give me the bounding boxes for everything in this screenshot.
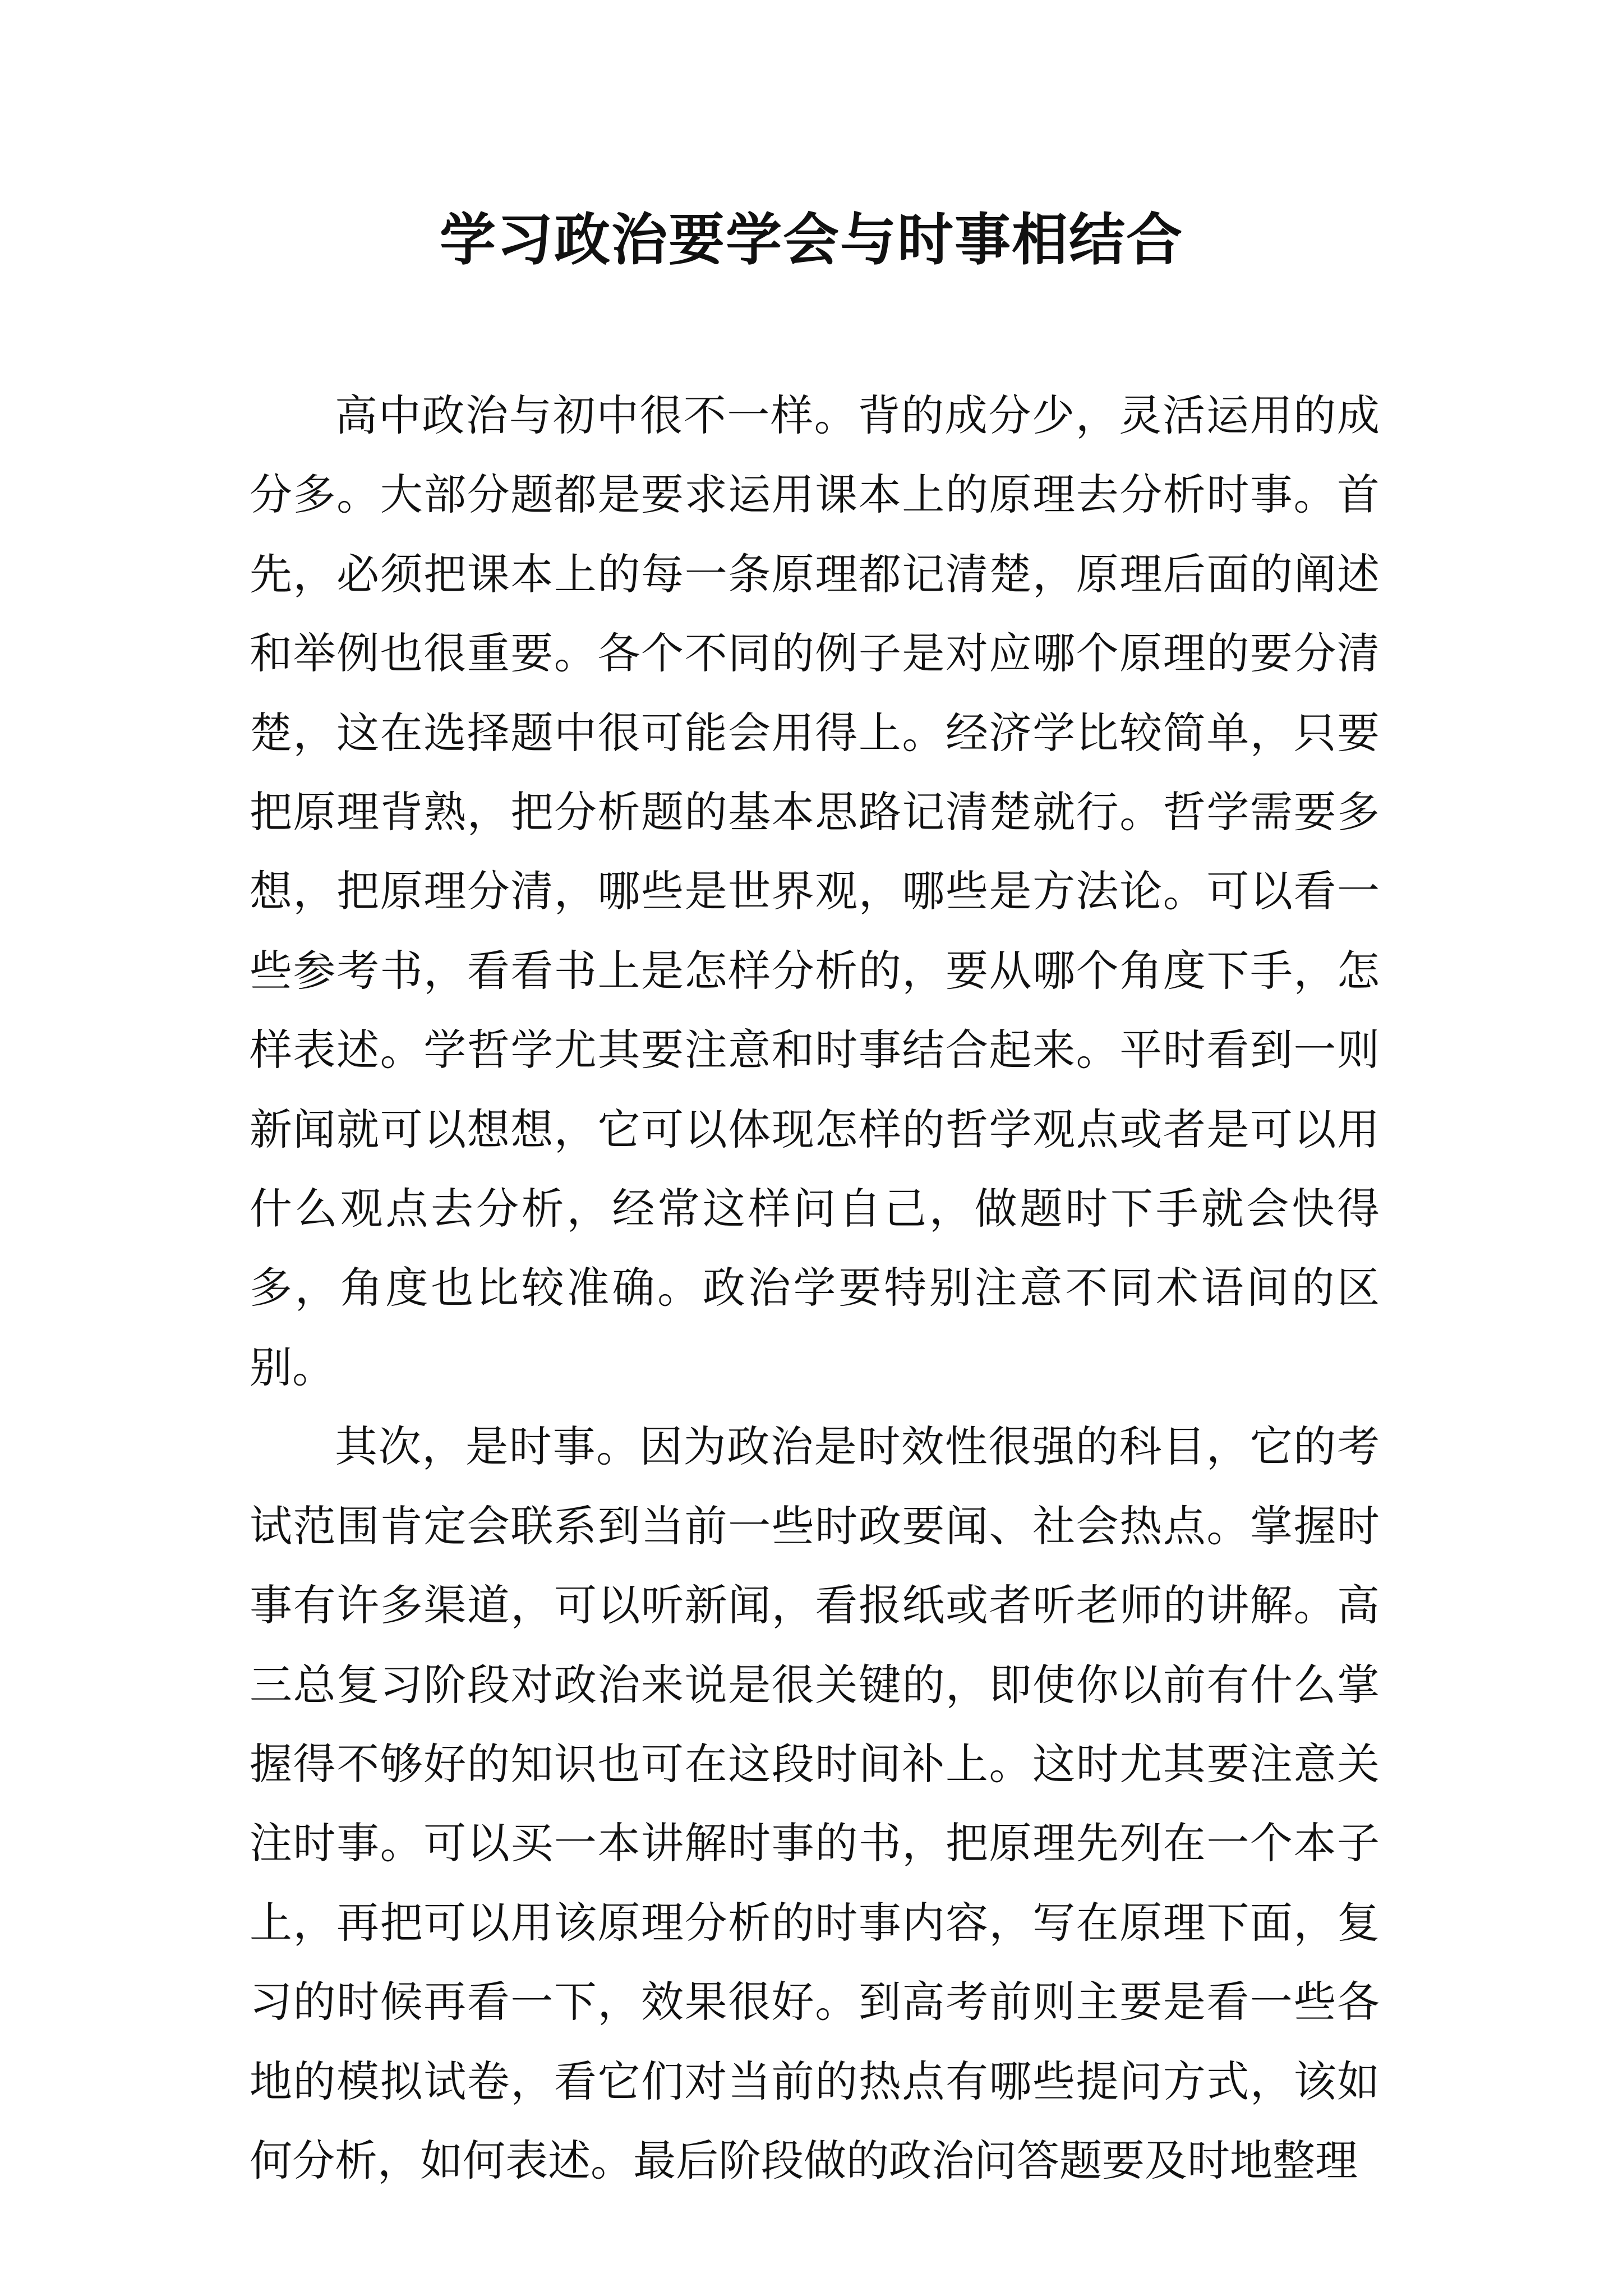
document-title: 学习政治要学会与时事相结合 — [440, 206, 1183, 273]
paragraph-2: 其次，是时事。因为政治是时效性很强的科目，它的考试范围肯定会联系到当前一些时政要闻、社会热点。掌握时事有许多渠道，可以听新闻，看报纸或者听老师的讲解。高三总复习阶段对政治来说是很关键的，即使你以前有什么掌握得不够好的知识也可在这段时间补上。这时尤其要注意关注时事。可以买一本讲解时事的书，把原理先列在一个本子上，再把可以用该原理分析的时事内容，写在原理下面，复习的时候再看一下，效果很好。到高考前则主要是看一些各地的模拟试卷，看它们对当前的热点有哪些提问方式，该如何分析，如何表述。最后阶段做的政治问答题要及时地整理 — [250, 1421, 1380, 2185]
paragraph-1: 高中政治与初中很不一样。背的成分少，灵活运用的成分多。大部分题都是要求运用课本上的原理去分析时事。首先，必须把课本上的每一条原理都记清楚，原理后面的阐述和举例也很重要。各个不同的例子是对应哪个原理的要分清楚，这在选择题中很可能会用得上。经济学比较简单，只要把原理背熟，把分析题的基本思路记清楚就行。哲学需要多想，把原理分清，哪些是世界观，哪些是方法论。可以看一些参考书，看看书上是怎样分析的，要从哪个角度下手，怎样表述。学哲学尤其要注意和时事结合起来。平时看到一则新闻就可以想想，它可以体现怎样的哲学观点或者是可以用什么观点去分析，经常这样问自己，做题时下手就会快得多，角度也比较准确。政治学要特别注意不同术语间的区别。 — [250, 390, 1380, 1392]
document-body — [250, 376, 1380, 2200]
